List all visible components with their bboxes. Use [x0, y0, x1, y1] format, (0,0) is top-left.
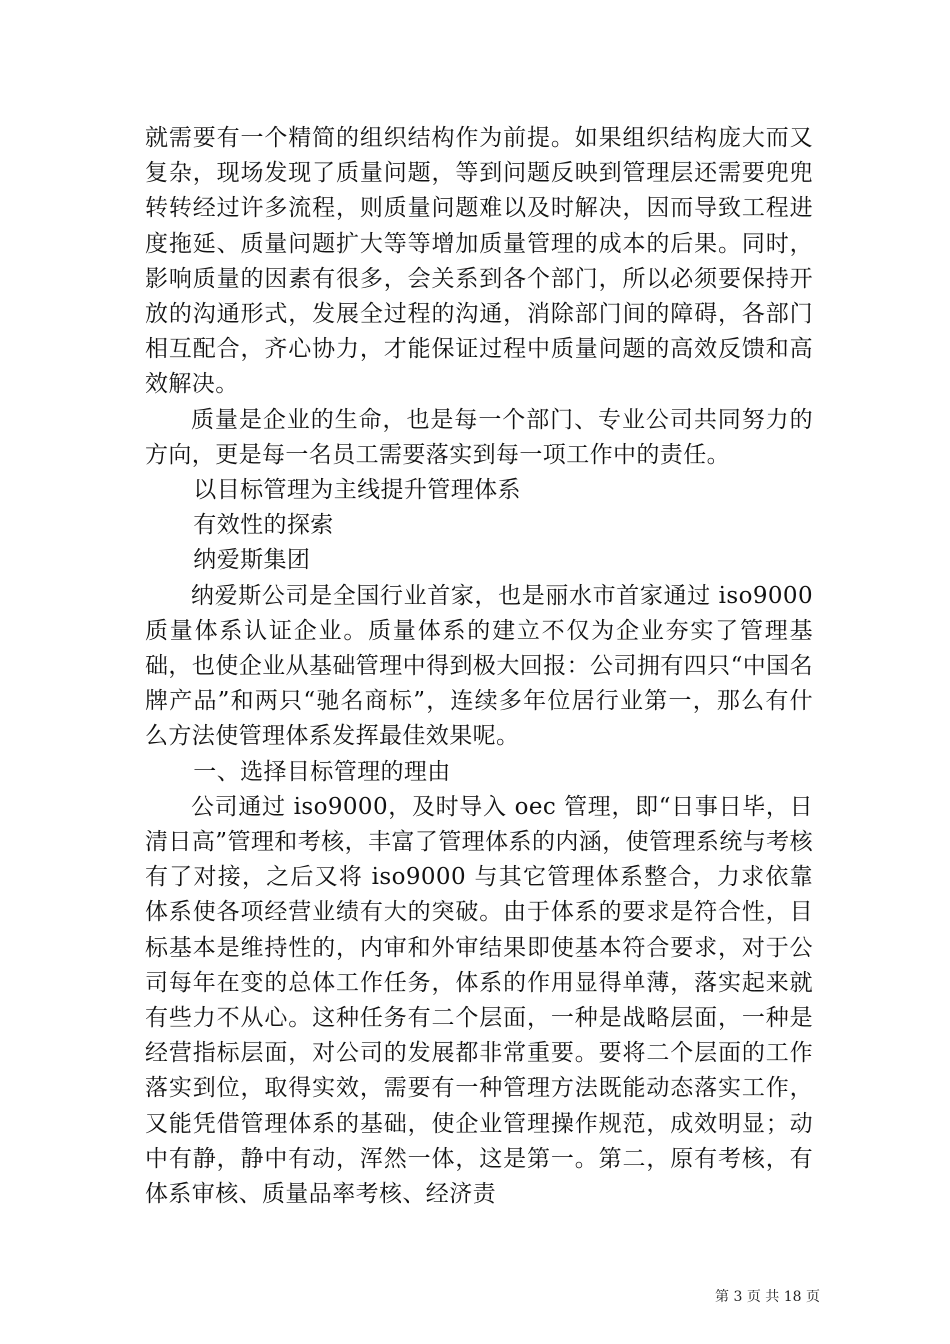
paragraph-reason-body: 公司通过 iso9000，及时导入 oec 管理，即“日事日毕，日清日高”管理和考核，丰富了管理体系的内涵，使管理系统与考核有了对接，之后又将 iso9000 与其它管理体系整合，力求依靠体系使各项经营业绩有大的突破。由于体系的要求是符合性，目标基本是维持性的，内审和外审结果即使基本符合要求，对于公司每年在变的总体工作任务，体系的作用显得单薄，落实起来就有些力不从心。这种任务有二个层面，一种是战略层面，一种是经营指标层面，对公司的发展都非常重要。要将二个层面的工作落实到位，取得实效，需要有一种管理方法既能动态落实工作，又能凭借管理体系的基础，使企业管理操作规范，成效明显；动中有静，静中有动，浑然一体，这是第一。第二，原有考核，有体系审核、质量品率考核、经济责 [145, 793, 813, 1208]
article-title-line-2: 有效性的探索 [193, 512, 334, 539]
page-number: 第 3 页 共 18 页 [715, 1289, 820, 1305]
article-author: 纳爱斯集团 [193, 547, 311, 574]
section-heading-reason: 一、选择目标管理的理由 [193, 758, 451, 785]
paragraph-company-intro: 纳爱斯公司是全国行业首家，也是丽水市首家通过 iso9000 质量体系认证企业。质量体系的建立不仅为企业夯实了管理基础，也使企业从基础管理中得到极大回报：公司拥有四只“中国名牌产品”和两只“驰名商标”，连续多年位居行业第一，那么有什么方法使管理体系发挥最佳效果呢。 [145, 582, 813, 750]
article-title-line-1: 以目标管理为主线提升管理体系 [193, 477, 521, 504]
document-body [145, 121, 813, 1212]
paragraph-quality-life: 质量是企业的生命，也是每一个部门、专业公司共同努力的方向，更是每一名员工需要落实到每一项工作中的责任。 [145, 406, 813, 468]
paragraph-continuation: 就需要有一个精简的组织结构作为前提。如果组织结构庞大而又复杂，现场发现了质量问题，等到问题反映到管理层还需要兜兜转转经过许多流程，则质量问题难以及时解决，因而导致工程进度拖延、质量问题扩大等等增加质量管理的成本的后果。同时，影响质量的因素有很多，会关系到各个部门，所以必须要保持开放的沟通形式，发展全过程的沟通，消除部门间的障碍，各部门相互配合，齐心协力，才能保证过程中质量问题的高效反馈和高效解决。 [145, 125, 813, 398]
